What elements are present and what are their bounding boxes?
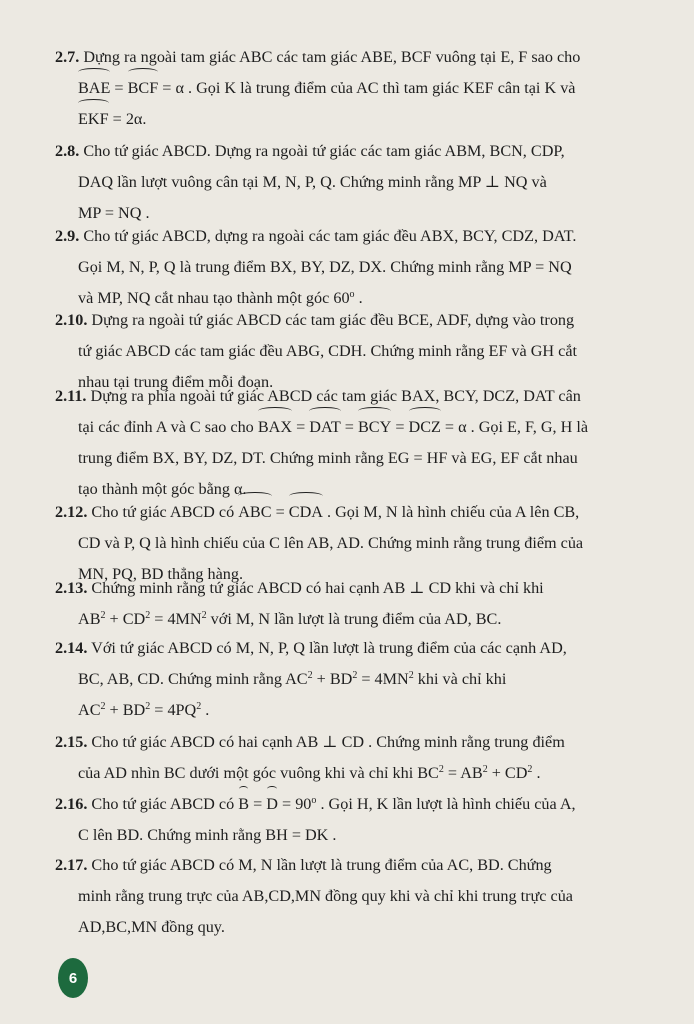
- problem-number: 2.17.: [55, 856, 88, 874]
- problem-number: 2.9.: [55, 227, 80, 245]
- angle-arc: BAE: [78, 73, 110, 104]
- problem-2-13: 2.13. Chứng minh rằng tứ giác ABCD có hai cạnh AB ⊥ CD khi và chỉ khi $AB^2 + CD^2 = 4MN^2$ với M, N lần lượt là trung điểm của AD, BC.: [55, 579, 544, 628]
- problem-2-8: 2.8. Cho tứ giác ABCD. Dựng ra ngoài tứ giác các tam giác ABM, BCN, CDP, DAQ lần lượt vuông cân tại M, N, P, Q. Chứng minh rằng MP ⊥ NQ và MP = NQ .: [55, 142, 565, 222]
- angle-arc: BCY: [358, 412, 391, 443]
- angle-hat: B: [238, 789, 249, 820]
- page-number-badge: 6: [58, 958, 88, 998]
- problem-2-17: 2.17. Cho tứ giác ABCD có M, N lần lượt là trung điểm của AC, BD. Chứng minh rằng trung trực của AB,CD,MN đồng quy khi và chỉ khi trung trực của AD,BC,MN đồng quy.: [55, 856, 573, 936]
- problem-2-11: 2.11. Dựng ra phía ngoài tứ giác ABCD các tam giác BAX, BCY, DCZ, DAT cân tại các đỉnh A và C sao cho BAX = DAT = BCY = DCZ = α . Gọi E, F, G, H là trung điểm BX, BY, DZ, DT. Chứng minh rằng EG = HF và EG, EF cắt nhau tạo thành một góc bằng α.: [55, 387, 589, 498]
- angle-arc: DAT: [309, 412, 340, 443]
- angle-hat: D: [266, 789, 278, 820]
- angle-arc: BAX: [258, 412, 292, 443]
- angle-arc: EKF: [78, 104, 109, 135]
- angle-arc: ABC: [238, 497, 271, 528]
- problem-2-10: 2.10. Dựng ra ngoài tứ giác ABCD các tam giác đều BCE, ADF, dựng vào trong tứ giác ABCD các tam giác đều ABG, CDH. Chứng minh rằng EF và GH cắt nhau tại trung điểm mỗi đoạn.: [55, 311, 578, 391]
- problem-number: 2.7.: [55, 48, 80, 66]
- problem-2-7: 2.7. Dựng ra ngoài tam giác ABC các tam giác ABE, BCF vuông tại E, F sao cho BAE = BCF = α . Gọi K là trung điểm của AC thì tam giác KEF cân tại K và EKF = 2α.: [55, 42, 665, 135]
- problem-number: 2.15.: [55, 733, 88, 751]
- problem-number: 2.10.: [55, 311, 88, 329]
- problem-number: 2.14.: [55, 639, 88, 657]
- problem-2-15: 2.15. Cho tứ giác ABCD có hai cạnh AB ⊥ CD . Chứng minh rằng trung điểm của AD nhìn BC dưới một góc vuông khi và chỉ khi $BC^2 = AB^2 + CD^2$ .: [55, 733, 565, 782]
- problem-number: 2.12.: [55, 503, 88, 521]
- problem-2-9: 2.9. Cho tứ giác ABCD, dựng ra ngoài các tam giác đều ABX, BCY, CDZ, DAT. Gọi M, N, P, Q là trung điểm BX, BY, DZ, DX. Chứng minh rằng MP = NQ và MP, NQ cắt nhau tạo thành một góc 60$^o$ .: [55, 227, 577, 307]
- problem-2-12: 2.12. Cho tứ giác ABCD có ABC = CDA . Gọi M, N là hình chiếu của A lên CB, CD và P, Q là hình chiếu của C lên AB, AD. Chứng minh rằng trung điểm của MN, PQ, BD thẳng hàng.: [55, 497, 665, 590]
- angle-arc: CDA: [289, 497, 323, 528]
- problem-2-16: 2.16. Cho tứ giác ABCD có $B = D = 90^o$ . Gọi H, K lần lượt là hình chiếu của A, C lên BD. Chứng minh rằng BH = DK .: [55, 789, 665, 851]
- problem-number: 2.11.: [55, 387, 87, 405]
- problem-number: 2.13.: [55, 579, 88, 597]
- problem-number: 2.8.: [55, 142, 80, 160]
- angle-arc: BCF: [128, 73, 159, 104]
- angle-arc: DCZ: [409, 412, 441, 443]
- problem-number: 2.16.: [55, 795, 88, 813]
- problem-2-14: 2.14. Với tứ giác ABCD có M, N, P, Q lần lượt là trung điểm của các cạnh AD, BC, AB, CD. Chứng minh rằng $AC^2 + BD^2 = 4MN^2$ khi và chỉ khi $AC^2 + BD^2 = 4PQ^2$ .: [55, 639, 567, 719]
